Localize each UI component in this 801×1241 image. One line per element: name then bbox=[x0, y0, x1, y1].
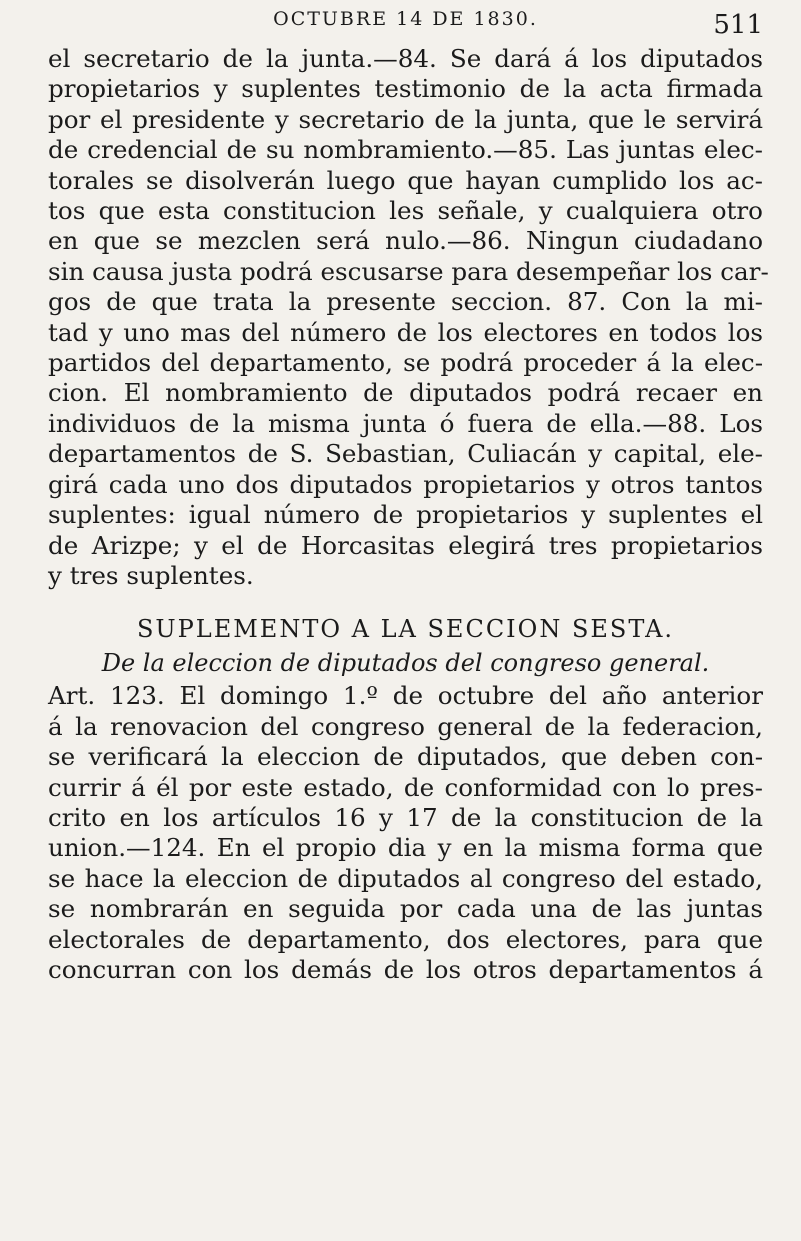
text-line: tad y uno mas del número de los electores en todos los bbox=[48, 317, 763, 347]
text-line: á la renovacion del congreso general de la federacion, bbox=[48, 711, 763, 741]
text-line: propietarios y suplentes testimonio de la acta firmada bbox=[48, 74, 763, 104]
text-line: concurran con los demás de los otros departamentos á bbox=[48, 954, 763, 984]
paragraph-articles-84-88 bbox=[48, 44, 769, 591]
text-line: Art. 123. El domingo 1.º de octubre del año anterior bbox=[48, 681, 763, 711]
text-line: departamentos de S. Sebastian, Culiacán y capital, ele- bbox=[48, 439, 763, 469]
page-header bbox=[48, 0, 763, 44]
section-title: SUPLEMENTO A LA SECCION SESTA. bbox=[136, 615, 675, 644]
text-line: torales se disolverán luego que hayan cumplido los ac- bbox=[48, 165, 763, 195]
text-line: tos que esta constitucion les señale, y cualquiera otro bbox=[48, 196, 763, 226]
text-line: crito en los artículos 16 y 17 de la constitucion de la bbox=[48, 802, 763, 832]
text-line: electorales de departamento, dos electores, para que bbox=[48, 924, 763, 954]
text-line: union.—124. En el propio dia y en la misma forma que bbox=[48, 833, 763, 863]
text-line: gos de que trata la presente seccion. 87. Con la mi- bbox=[48, 287, 763, 317]
page-number: 511 bbox=[713, 10, 763, 40]
text-line: cion. El nombramiento de diputados podrá recaer en bbox=[48, 378, 763, 408]
text-line: se hace la eleccion de diputados al congreso del estado, bbox=[48, 863, 763, 893]
text-line: sin causa justa podrá escusarse para desempeñar los car- bbox=[48, 256, 769, 286]
text-line: se verificará la eleccion de diputados, que deben con- bbox=[48, 742, 763, 772]
text-line: y tres suplentes. bbox=[48, 560, 254, 590]
text-line: currir á él por este estado, de conformidad con lo pres- bbox=[48, 772, 763, 802]
running-head: OCTUBRE 14 DE 1830. bbox=[273, 8, 538, 30]
text-line: individuos de la misma junta ó fuera de ella.—88. Los bbox=[48, 408, 763, 438]
text-line: de Arizpe; y el de Horcasitas elegirá tres propietarios bbox=[48, 530, 763, 560]
paragraph-articles-123-124 bbox=[48, 681, 763, 985]
text-line: suplentes: igual número de propietarios y suplentes el bbox=[48, 500, 763, 530]
text-line: se nombrarán en seguida por cada una de las juntas bbox=[48, 894, 763, 924]
text-line: el secretario de la junta.—84. Se dará á los diputados bbox=[48, 44, 763, 73]
text-line: por el presidente y secretario de la junta, que le servirá bbox=[48, 104, 763, 134]
text-line: partidos del departamento, se podrá proceder á la elec- bbox=[48, 348, 763, 378]
text-line: girá cada uno dos diputados propietarios y otros tantos bbox=[48, 469, 763, 499]
text-line: en que se mezclen será nulo.—86. Ningun ciudadano bbox=[48, 226, 763, 256]
section-subtitle: De la eleccion de diputados del congreso general. bbox=[101, 649, 710, 678]
text-line: de credencial de su nombramiento.—85. Las juntas elec- bbox=[48, 135, 763, 165]
